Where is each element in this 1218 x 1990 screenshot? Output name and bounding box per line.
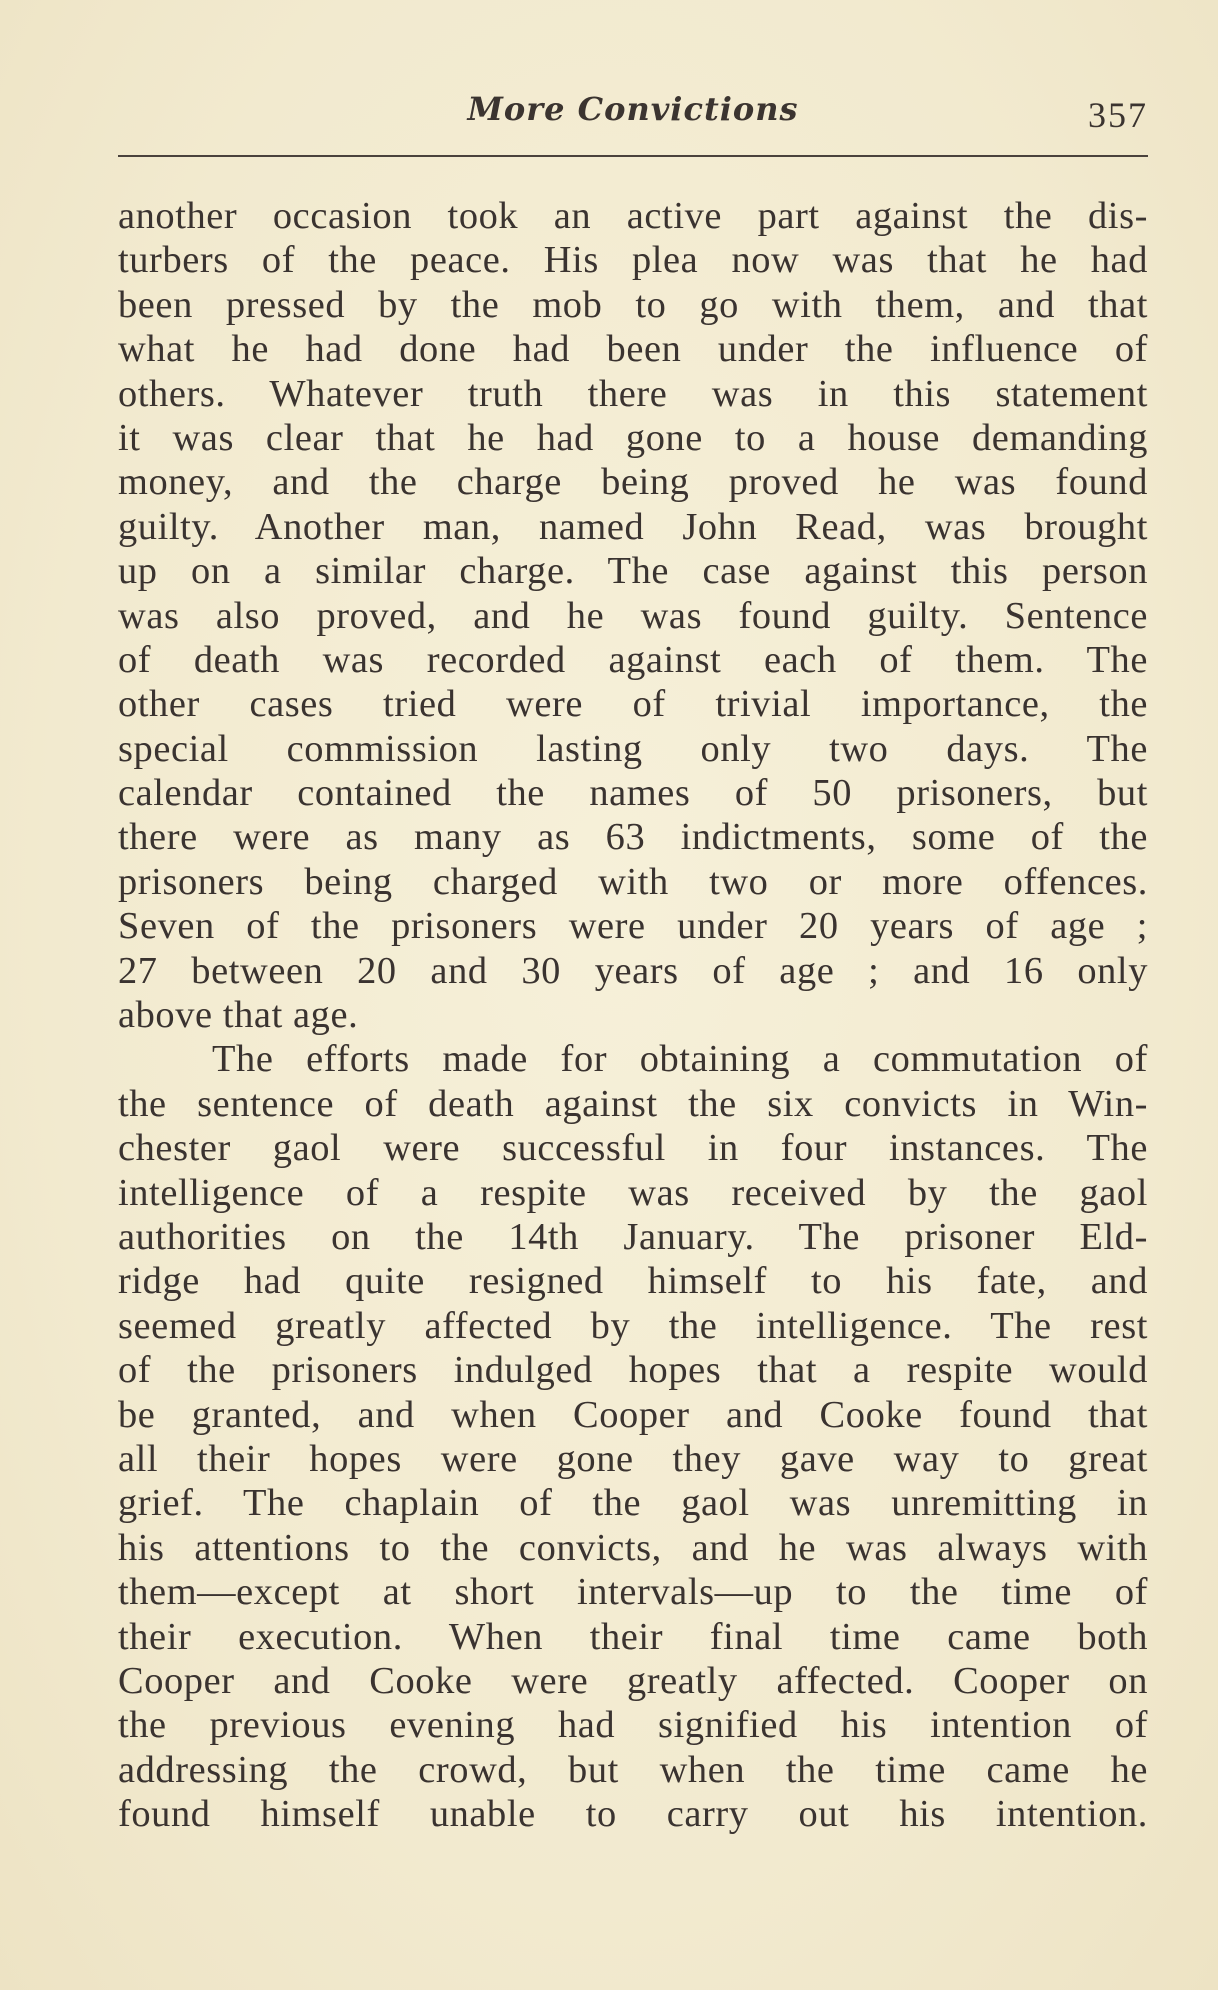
text-line: there were as many as 63 indictments, some of the (118, 816, 1148, 859)
text-line: 27 between 20 and 30 years of age ; and 16 only (118, 949, 1148, 992)
text-line: seemed greatly affected by the intelligence. The rest (118, 1304, 1148, 1347)
text-line: above that age. (118, 994, 359, 1037)
text-line: special commission lasting only two days. The (118, 727, 1148, 770)
header-rule (118, 155, 1148, 157)
text-line: another occasion took an active part against the dis- (118, 195, 1148, 237)
text-line: prisoners being charged with two or more offences. (118, 860, 1148, 903)
text-line: The efforts made for obtaining a commutation of (212, 1038, 1148, 1081)
text-line: Seven of the prisoners were under 20 years of age ; (118, 905, 1148, 948)
text-line: the sentence of death against the six convicts in Win- (118, 1082, 1148, 1125)
page-number: 357 (1088, 95, 1148, 135)
body-text (118, 194, 1148, 1836)
running-title: More Convictions (467, 90, 799, 128)
text-line: turbers of the peace. His plea now was that he had (118, 239, 1148, 282)
text-line: Cooper and Cooke were greatly affected. Cooper on (118, 1659, 1148, 1702)
text-line: grief. The chaplain of the gaol was unremitting in (118, 1482, 1148, 1525)
text-line: ridge had quite resigned himself to his fate, and (118, 1260, 1148, 1303)
text-line: of death was recorded against each of them. The (118, 638, 1148, 681)
page-header (118, 84, 1148, 156)
text-line: be granted, and when Cooper and Cooke found that (118, 1393, 1148, 1436)
text-line: guilty. Another man, named John Read, was brought (118, 505, 1148, 548)
text-line: what he had done had been under the influence of (118, 328, 1148, 371)
text-line: others. Whatever truth there was in this statement (118, 372, 1148, 415)
text-line: all their hopes were gone they gave way to great (118, 1437, 1148, 1480)
text-line: money, and the charge being proved he was found (118, 461, 1148, 504)
text-line: their execution. When their final time came both (118, 1615, 1148, 1658)
text-line: other cases tried were of trivial importance, the (118, 683, 1148, 726)
text-line: the previous evening had signified his intention of (118, 1704, 1148, 1747)
text-line: found himself unable to carry out his intention. (118, 1793, 1148, 1836)
text-line: it was clear that he had gone to a house demanding (118, 416, 1148, 459)
text-line: chester gaol were successful in four instances. The (118, 1127, 1148, 1170)
text-line: authorities on the 14th January. The prisoner Eld- (118, 1215, 1148, 1258)
text-line: addressing the crowd, but when the time came he (118, 1748, 1148, 1791)
text-line: his attentions to the convicts, and he was always with (118, 1526, 1148, 1569)
text-line: calendar contained the names of 50 prisoners, but (118, 772, 1148, 815)
text-line: been pressed by the mob to go with them, and that (118, 283, 1148, 326)
text-line: them—except at short intervals—up to the time of (118, 1571, 1148, 1614)
text-line: was also proved, and he was found guilty. Sentence (118, 594, 1148, 637)
text-line: up on a similar charge. The case against this person (118, 550, 1148, 593)
text-line: of the prisoners indulged hopes that a respite would (118, 1349, 1148, 1392)
text-line: intelligence of a respite was received by the gaol (118, 1171, 1148, 1214)
